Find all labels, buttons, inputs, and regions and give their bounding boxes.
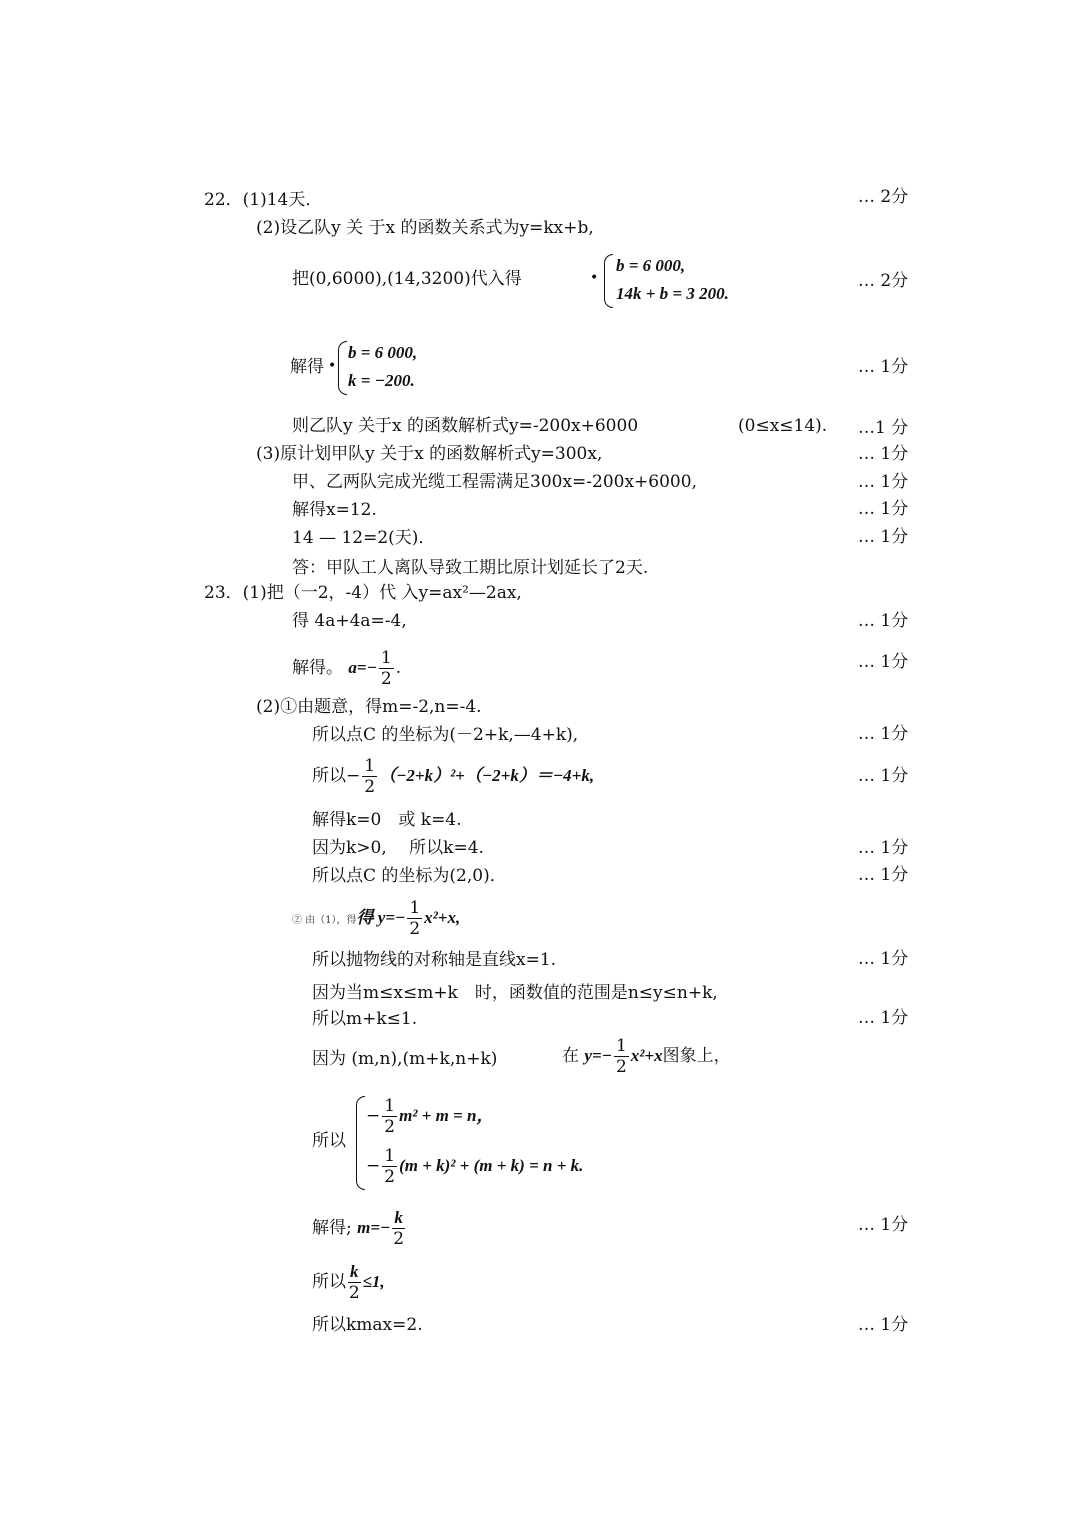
fraction-k-half: $\frac{k}{2}$ [348,1262,360,1303]
score: … 1分 [858,611,909,631]
equation-system-3a: − $\frac{1}{2}$ m² + m = n， [366,1096,494,1137]
score: … 1分 [858,357,909,377]
score: … 1分 [858,838,909,858]
q22-answer: 答：甲队工人离队导致工期比原计划延长了2天. [292,558,649,578]
score: … 1分 [858,1215,909,1235]
score: … 1分 [858,652,909,672]
q23-inequality: 所以m+k≤1. [312,1009,418,1029]
q22-substitute: 把(0,6000),(14,3200)代入得 [292,269,522,289]
q23-point-c-result: 所以点C 的坐标为(2,0)． [312,866,507,886]
q22-part1: 22．(1)14天． [204,190,323,210]
q23-equation-k: 所以− $\frac{1}{2}$ （−2+k）²+（−2+k）＝−4+k, [312,756,595,797]
q23-k-positive: 因为k>0, 所以k=4. [312,838,484,858]
score: …1 分 [858,418,909,438]
fraction-half: $\frac{1}{2}$ [380,648,392,689]
q22-equation: 甲、乙两队完成光缆工程需满足300x=-200x+6000, [292,472,697,492]
q23-part2-1: (2)①由题意，得m=-2,n=-4. [256,697,482,717]
fraction-half: $\frac{1}{2}$ [615,1036,627,1077]
equation-system-1a: b = 6 000, [616,256,686,275]
score: … 1分 [858,1008,909,1028]
score: … 1分 [858,724,909,744]
q23-part1: 23．(1)把（一2，-4）代 入y=ax²—2ax, [204,583,522,603]
q23-solve-a: 解得。 a=− $\frac{1}{2}$ . [292,648,402,689]
q23-solve-m: 解得; m=− $\frac{k}{2}$ [312,1208,405,1249]
q23-part2-2: ② 由（1），得得 y=− $\frac{1}{2}$ x²+x, [292,898,461,939]
q23-system-label: 所以 [312,1131,346,1151]
system-brace [604,254,613,308]
score: … 1分 [858,865,909,885]
equation-system-3b: − $\frac{1}{2}$ (m + k)² + (m + k) = n + k. [366,1146,584,1187]
q23-point-c: 所以点C 的坐标为(－2+k,—4+k), [312,725,579,745]
score: … 1分 [858,472,909,492]
q22-difference: 14 — 12=2(天)． [292,528,436,548]
q23-range: 因为当m≤x≤m+k 时，函数值的范围是n≤y≤n+k, [312,983,718,1003]
bullet: • [328,358,337,374]
system-brace [338,341,347,395]
equation-system-1b: 14k + b = 3 200. [616,284,729,303]
equation-system-2a: b = 6 000, [348,343,418,362]
q23-k-inequality: 所以 $\frac{k}{2}$ ≤1, [312,1262,385,1303]
score: … 2分 [858,271,909,291]
score: … 1分 [858,1315,909,1335]
q23-kmax: 所以kmax=2. [312,1315,423,1335]
system-brace [356,1096,365,1190]
equation-system-2b: k = −200. [348,371,415,390]
q23-graph-eq: 在 y=− $\frac{1}{2}$ x²+x图象上， [562,1036,731,1077]
q22-part2: (2)设乙队y 关 于x 的函数关系式为y=kx+b, [256,218,594,238]
score: … 1分 [858,444,909,464]
q23-substitute: 得 4a+4a=-4, [292,611,407,631]
score: … 2分 [858,187,909,207]
score: … 1分 [858,949,909,969]
math-a: a=− [348,658,377,677]
fraction-k-half: $\frac{k}{2}$ [393,1208,405,1249]
q22-solve-x: 解得x=12. [292,500,377,520]
q22-solve: 解得 [290,357,324,377]
fraction-half: $\frac{1}{2}$ [364,756,376,797]
fraction-half: $\frac{1}{2}$ [409,898,421,939]
score: … 1分 [858,499,909,519]
bullet: • [590,270,599,286]
q22-domain: (0≤x≤14). [738,416,828,436]
score: … 1分 [858,766,909,786]
q23-solve-k: 解得k=0 或 k=4. [312,810,462,830]
q23-axis: 所以抛物线的对称轴是直线x=1. [312,950,557,970]
q23-points-on-graph: 因为 (m,n),(m+k,n+k) [312,1049,498,1069]
q22-result: 则乙队y 关于x 的函数解析式y=-200x+6000 [292,416,639,436]
score: … 1分 [858,527,909,547]
q22-part3: (3)原计划甲队y 关于x 的函数解析式y=300x, [256,444,603,464]
solve-label: 解得。 [292,658,343,678]
